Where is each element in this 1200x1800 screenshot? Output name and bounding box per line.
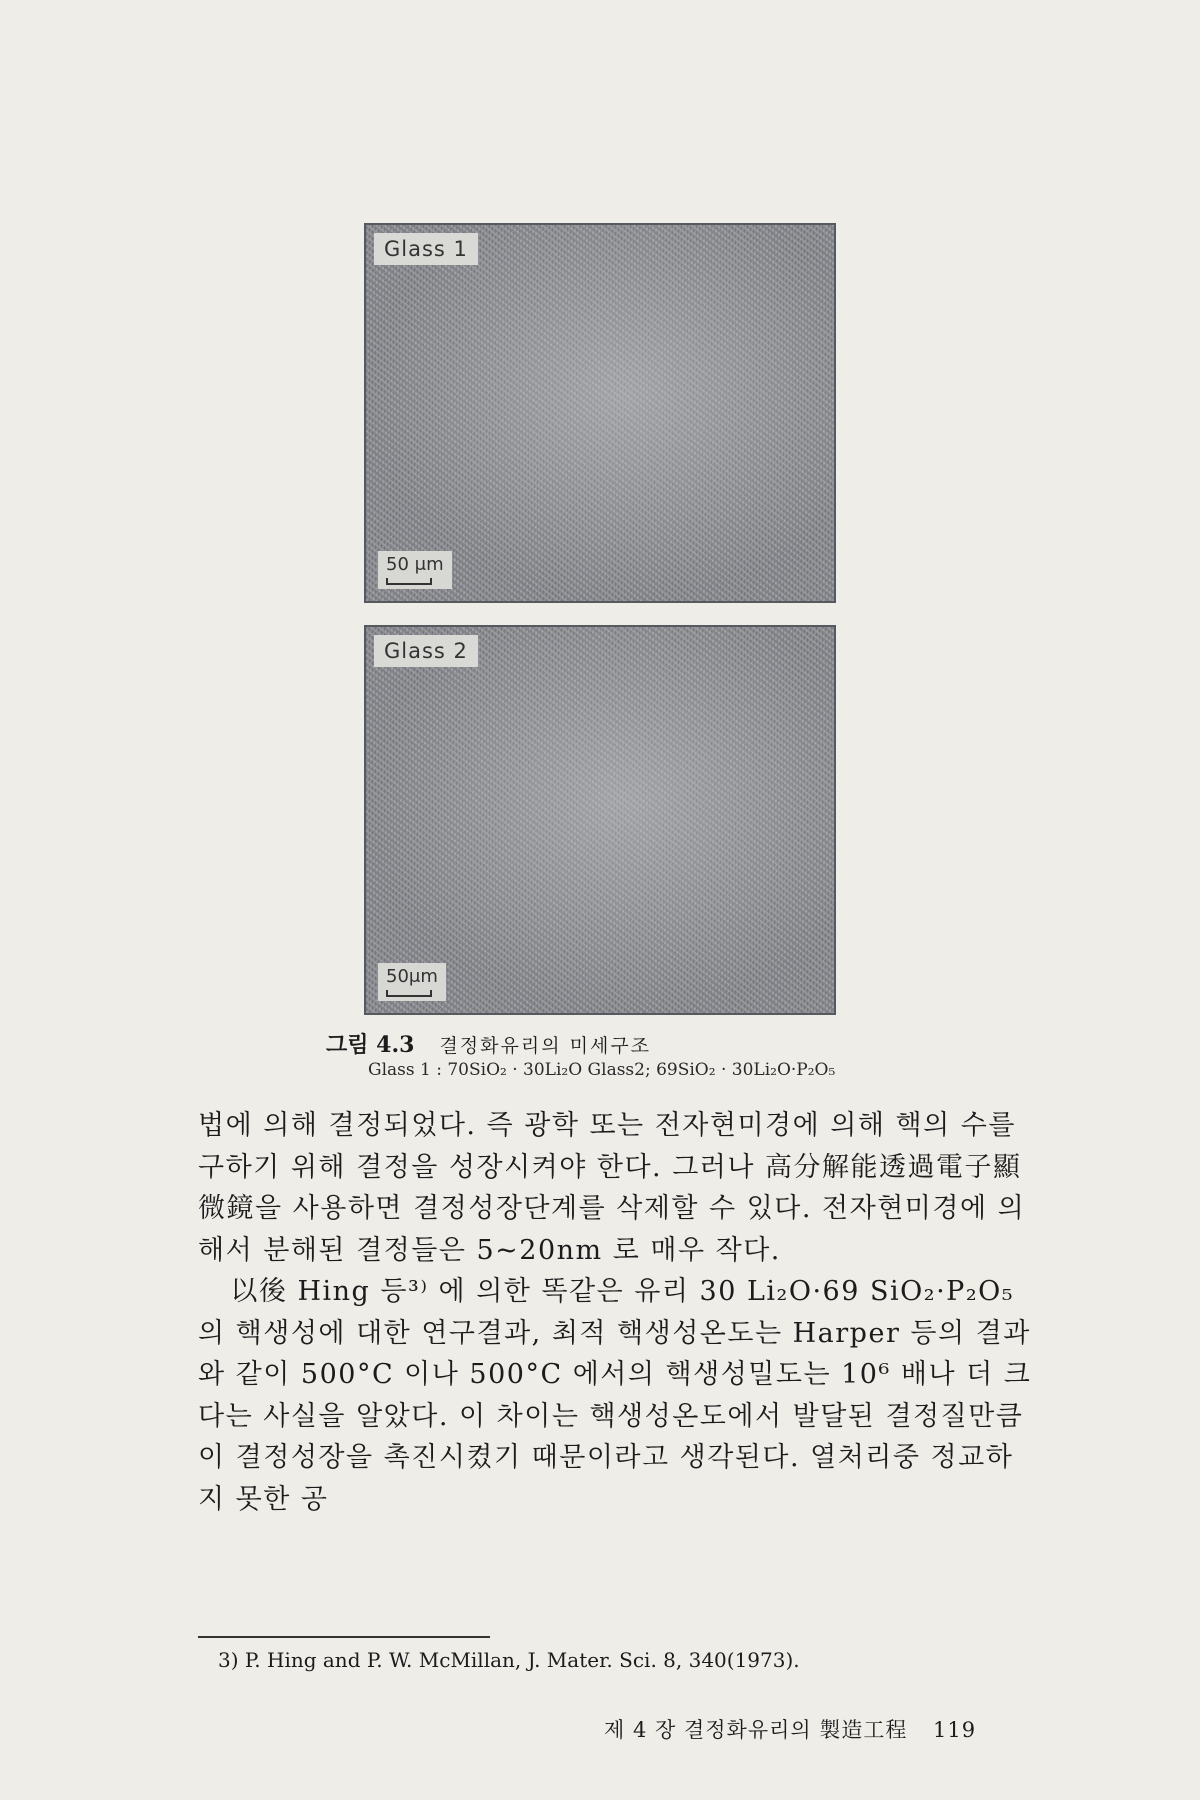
micrograph-glass-2: [364, 625, 836, 1015]
figure-composition: Glass 1 : 70SiO₂ · 30Li₂O Glass2; 69SiO₂ · 30Li₂O·P₂O₅: [368, 1060, 836, 1080]
scale-bar-label: [378, 963, 446, 1001]
scale-bar: [386, 990, 432, 997]
chapter-title: 제 4 장 결정화유리의 製造工程: [604, 1718, 908, 1742]
scale-text: 50 μm: [386, 554, 444, 575]
body-text: [198, 1105, 1038, 1520]
paragraph: 以後 Hing 등³⁾ 에 의한 똑같은 유리 30 Li₂O·69 SiO₂·P₂O₅의 핵생성에 대한 연구결과, 최적 핵생성온도는 Harper 등의 결과와 같이 500°C 이나 500°C 에서의 핵생성밀도는 10⁶ 배나 더 크다는 사실을 알았다. 이 차이는 핵생성온도에서 발달된 결정질만큼이 결정성장을 촉진시켰기 때문이라고 생각된다. 열처리중 정교하지 못한 공: [198, 1276, 1032, 1515]
micrograph-label: Glass 2: [374, 635, 478, 667]
scale-bar-label: [378, 551, 452, 589]
running-footer: [604, 1714, 976, 1744]
page-number: 119: [933, 1718, 977, 1742]
figure-caption: [326, 1028, 651, 1059]
scale-text: 50μm: [386, 966, 438, 987]
micrograph-glass-1: [364, 223, 836, 603]
figure-number: 그림 4.3: [326, 1032, 415, 1058]
footnote: 3) P. Hing and P. W. McMillan, J. Mater. Sci. 8, 340(1973).: [218, 1648, 800, 1672]
footnote-rule: [198, 1636, 490, 1638]
paragraph: 법에 의해 결정되었다. 즉 광학 또는 전자현미경에 의해 핵의 수를 구하기 위해 결정을 성장시켜야 한다. 그러나 高分解能透過電子顯微鏡을 사용하면 결정성장단계를 삭제할 수 있다. 전자현미경에 의해서 분해된 결정들은 5~20nm 로 매우 작다.: [198, 1110, 1026, 1266]
micrograph-label: Glass 1: [374, 233, 478, 265]
scale-bar: [386, 578, 432, 585]
figure-title: 결정화유리의 미세구조: [439, 1035, 652, 1057]
